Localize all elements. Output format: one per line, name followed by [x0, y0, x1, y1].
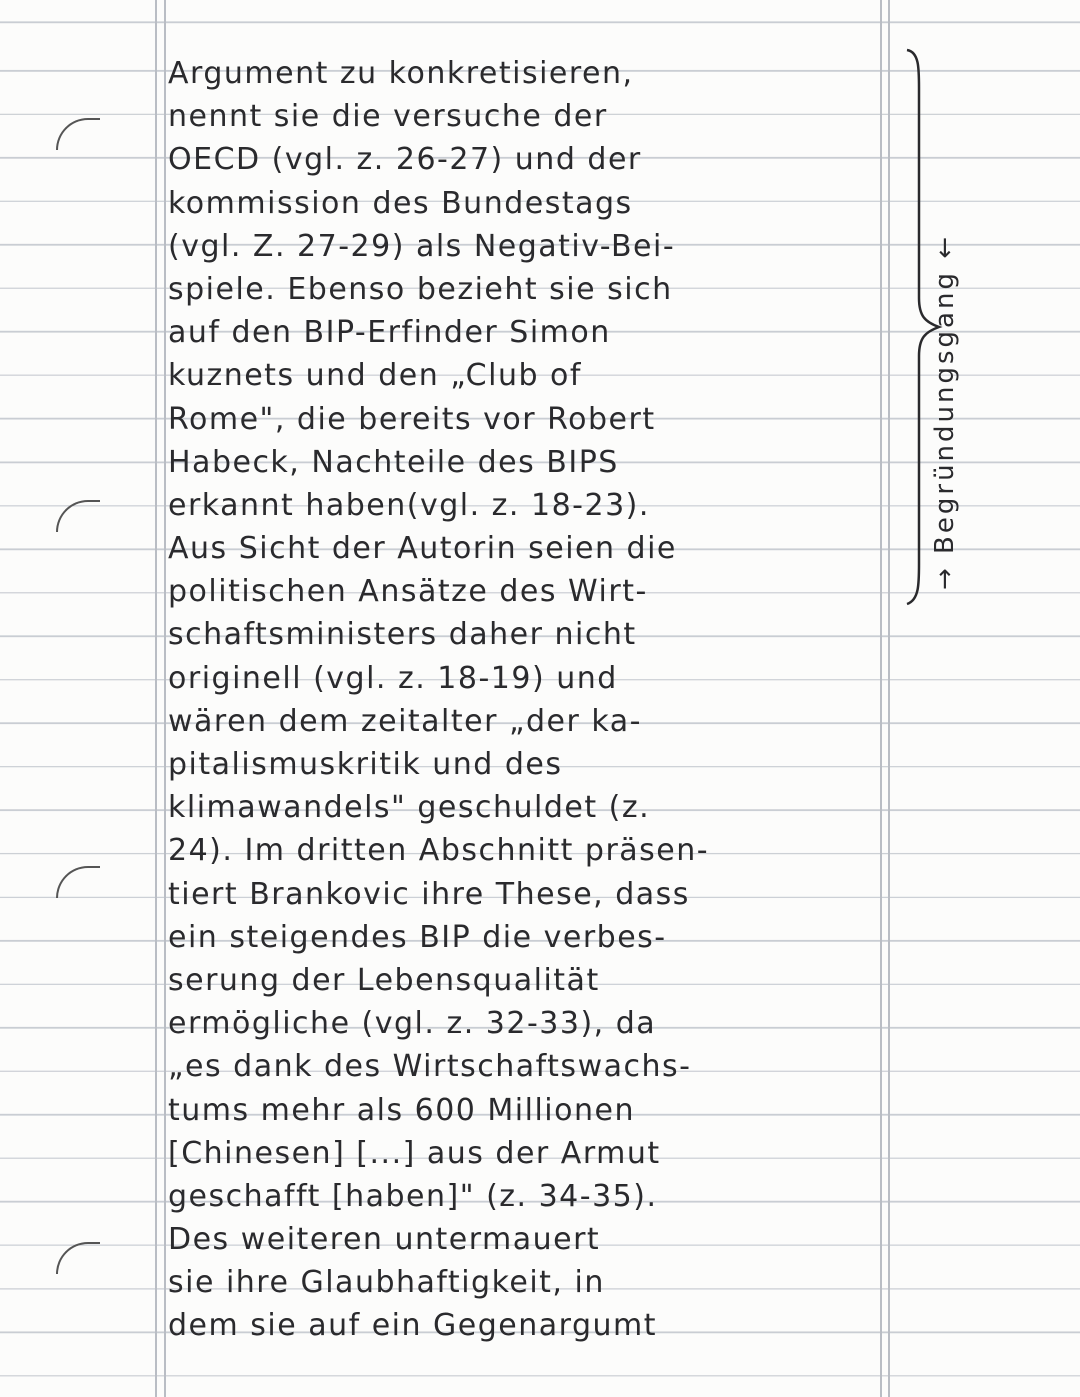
text-line: tums mehr als 600 Millionen: [168, 1092, 635, 1128]
text-line: Aus Sicht der Autorin seien die: [168, 531, 677, 567]
text-line: Des weiteren untermauert: [168, 1222, 601, 1258]
text-line: kommission des Bundestags: [168, 185, 633, 221]
text-line: pitalismuskritik und des: [168, 747, 563, 782]
text-line: (vgl. Z. 27-29) als Negativ-Bei-: [168, 228, 676, 264]
text-line: geschafft [haben]" (z. 34-35).: [168, 1178, 658, 1214]
text-line: Habeck, Nachteile des BIPS: [168, 444, 619, 480]
text-line: originell (vgl. z. 18-19) und: [168, 660, 618, 696]
text-line: ein steigendes BIP die verbes-: [168, 919, 667, 955]
text-line: schaftsministers daher nicht: [168, 617, 637, 653]
text-line: [Chinesen] [...] aus der Armut: [168, 1135, 661, 1171]
text-line: Rome", die bereits vor Robert: [168, 401, 656, 437]
text-line: „es dank des Wirtschaftswachs-: [168, 1049, 692, 1085]
handwritten-text-block: [168, 52, 888, 1348]
margin-line-left-inner: [164, 0, 166, 1397]
text-line: ermögliche (vgl. z. 32-33), da: [168, 1006, 657, 1042]
text-line: dem sie auf ein Gegenargumt: [168, 1308, 658, 1344]
text-line: spiele. Ebenso bezieht sie sich: [168, 271, 673, 307]
text-line: Argument zu konkretisieren,: [168, 56, 634, 91]
punch-hole-mark: [56, 1242, 100, 1274]
text-line: politischen Ansätze des Wirt-: [168, 574, 648, 610]
punch-hole-mark: [56, 118, 100, 150]
text-line: serung der Lebensqualität: [168, 962, 600, 998]
text-line: klimawandels" geschuldet (z.: [168, 790, 651, 826]
margin-note-begruendungsgang: → Begründungsgang ←: [930, 233, 960, 590]
text-line: tiert Brankovic ihre These, dass: [168, 876, 690, 912]
text-line: nennt sie die versuche der: [168, 99, 608, 135]
text-line: OECD (vgl. z. 26-27) und der: [168, 142, 642, 178]
text-line: kuznets und den „Club of: [168, 358, 582, 394]
punch-hole-mark: [56, 500, 100, 532]
punch-hole-mark: [56, 866, 100, 898]
margin-line-left-outer: [155, 0, 157, 1397]
text-line: auf den BIP-Erfinder Simon: [168, 315, 611, 351]
text-line: wären dem zeitalter „der ka-: [168, 703, 642, 739]
text-line: 24). Im dritten Abschnitt präsen-: [168, 833, 710, 869]
text-line: sie ihre Glaubhaftigkeit, in: [168, 1265, 605, 1301]
text-line: erkannt haben(vgl. z. 18-23).: [168, 487, 650, 523]
margin-line-right-outer: [888, 0, 890, 1397]
